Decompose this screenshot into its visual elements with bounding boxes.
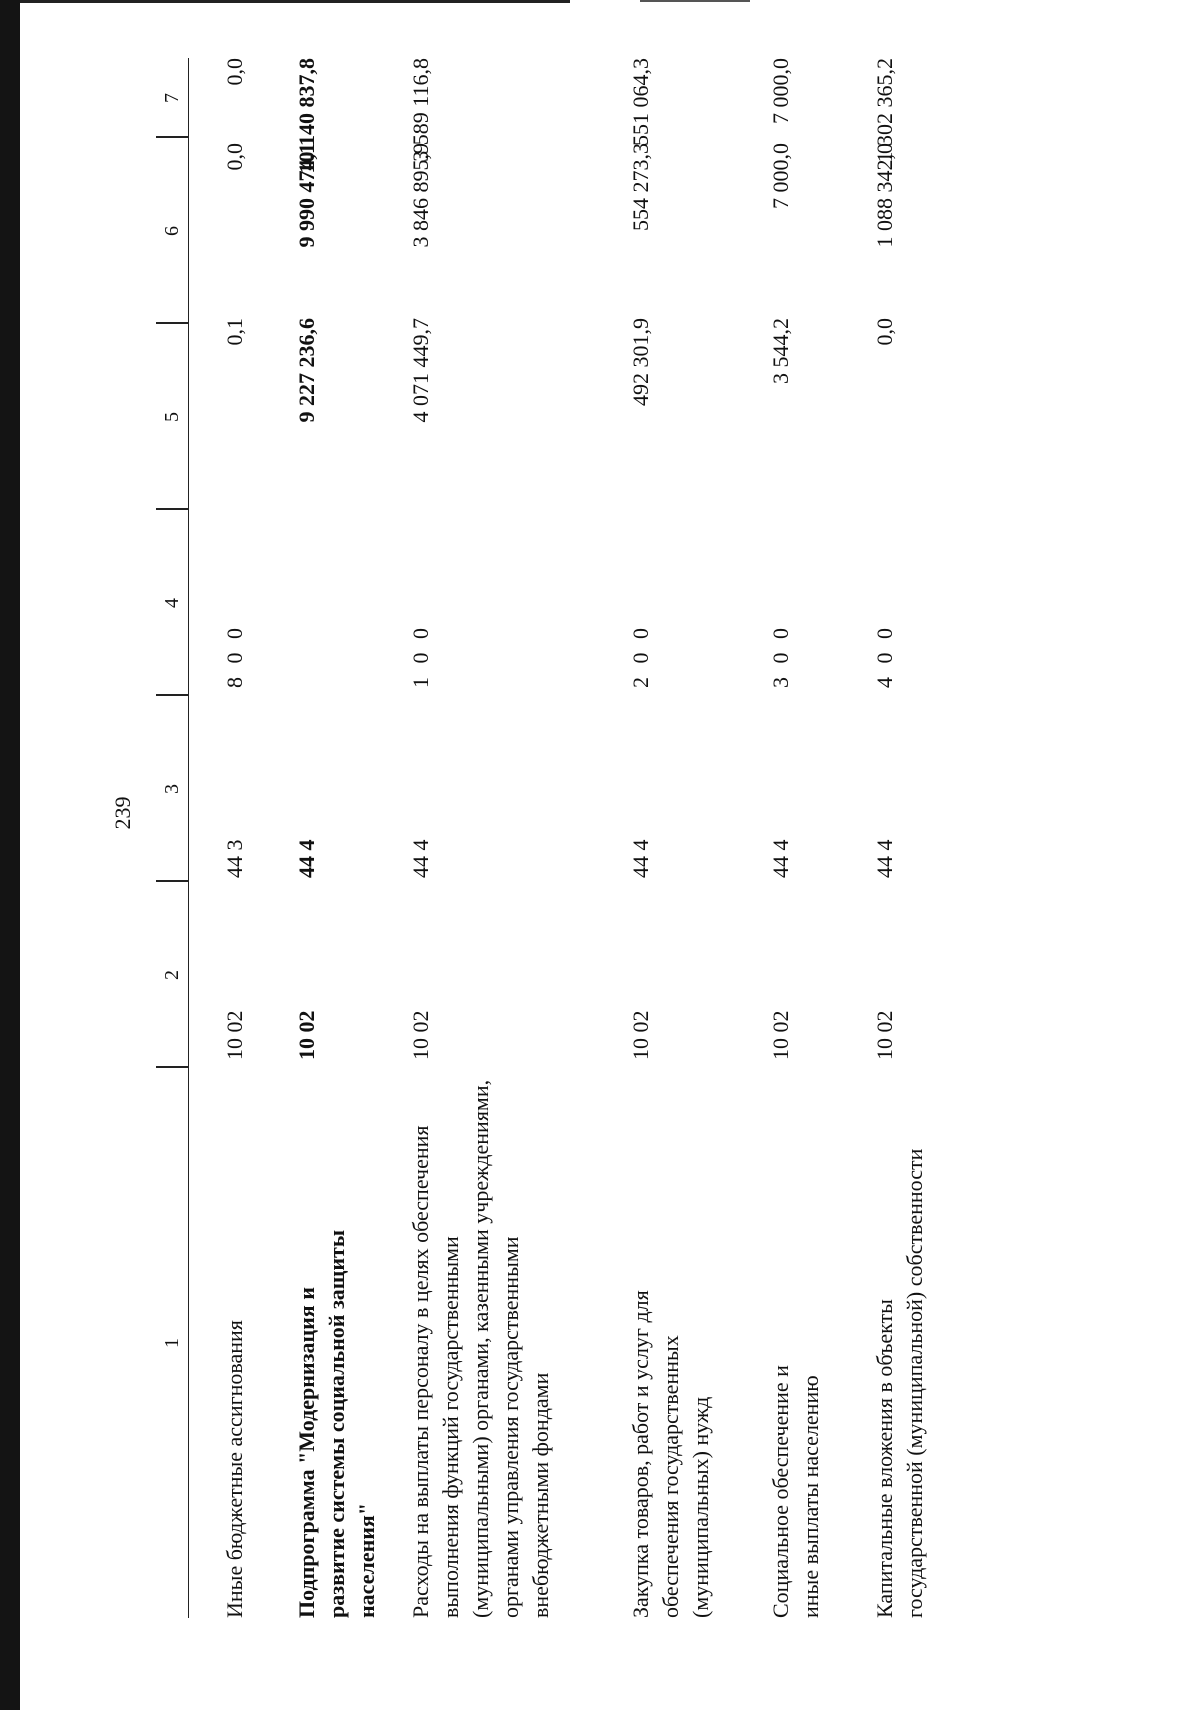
row-article: 44 4: [294, 839, 319, 878]
row-value-6: 0,0: [222, 143, 247, 171]
row-expense-type: 3 0 0: [768, 624, 793, 688]
row-name: Социальное обеспечение и иные выплаты населению: [768, 1365, 823, 1618]
row-expense-type: 2 0 0: [628, 624, 653, 688]
row-article: 44 3: [222, 839, 247, 878]
row-section: 10 02: [872, 1010, 897, 1060]
row-section: 10 02: [222, 1010, 247, 1060]
row-expense-type: 1 0 0: [408, 624, 433, 688]
row-value-7: 3 589 116,8: [408, 58, 433, 162]
row-name: Иные бюджетные ассигнования: [222, 1320, 247, 1618]
row-expense-type: 8 0 0: [222, 624, 247, 688]
row-value-7: 0,0: [222, 58, 247, 86]
scan-top-line: [20, 0, 570, 3]
row-value-5: 492 301,9: [628, 318, 653, 406]
row-value-6: 9 990 474,1: [294, 143, 319, 248]
row-value-5: 0,0: [872, 318, 897, 346]
table-header: [156, 58, 189, 1618]
row-value-7: 1 302 365,2: [872, 58, 897, 163]
row-name: Подпрограмма "Модернизация и развитие системы социальной защиты населения": [294, 1229, 379, 1618]
row-article: 44 4: [872, 839, 897, 878]
row-name: Капитальные вложения в объекты государственной (муниципальной) собственности: [872, 1148, 927, 1618]
row-name: Расходы на выплаты персоналу в целях обеспечения выполнения функций государственными (муниципальными) органами, казенными учреждениями, органами управления государственными внебюджетными фондами: [408, 1079, 553, 1618]
row-value-6: 7 000,0: [768, 143, 793, 209]
row-name: Закупка товаров, работ и услуг для обеспечения государственных (муниципальных) нужд: [628, 1290, 713, 1618]
row-value-6: 3 846 895,9: [408, 143, 433, 248]
row-value-6: 554 273,3: [628, 143, 653, 231]
row-value-5: 0,1: [222, 318, 247, 346]
row-value-5: 4 071 449,7: [408, 318, 433, 423]
row-article: 44 4: [628, 839, 653, 878]
header-col-7: 7: [161, 93, 183, 103]
header-col-2: 2: [161, 970, 183, 980]
header-col-5: 5: [161, 412, 183, 422]
row-section: 10 02: [628, 1010, 653, 1060]
scan-edge: [0, 0, 20, 1710]
row-value-5: 9 227 236,6: [294, 318, 319, 423]
header-col-1: 1: [161, 1338, 183, 1348]
row-value-7: 551 064,3: [628, 58, 653, 146]
row-expense-type: 4 0 0: [872, 624, 897, 688]
row-section: 10 02: [768, 1010, 793, 1060]
row-value-6: 1 088 342,0: [872, 143, 897, 248]
row-value-7: 7 000,0: [768, 58, 793, 124]
row-section: 10 02: [408, 1010, 433, 1060]
budget-table: [156, 58, 927, 1618]
row-article: 44 4: [408, 839, 433, 878]
row-section: 10 02: [294, 1010, 319, 1060]
row-article: 44 4: [768, 839, 793, 878]
header-col-3: 3: [161, 784, 183, 794]
header-col-6: 6: [161, 226, 183, 236]
row-value-7: 10 140 837,8: [294, 58, 319, 174]
page-number: 239: [110, 796, 135, 830]
scan-top-mark: [640, 0, 750, 2]
header-col-4: 4: [161, 598, 183, 608]
row-value-5: 3 544,2: [768, 318, 793, 384]
document-page: [110, 58, 1110, 1618]
